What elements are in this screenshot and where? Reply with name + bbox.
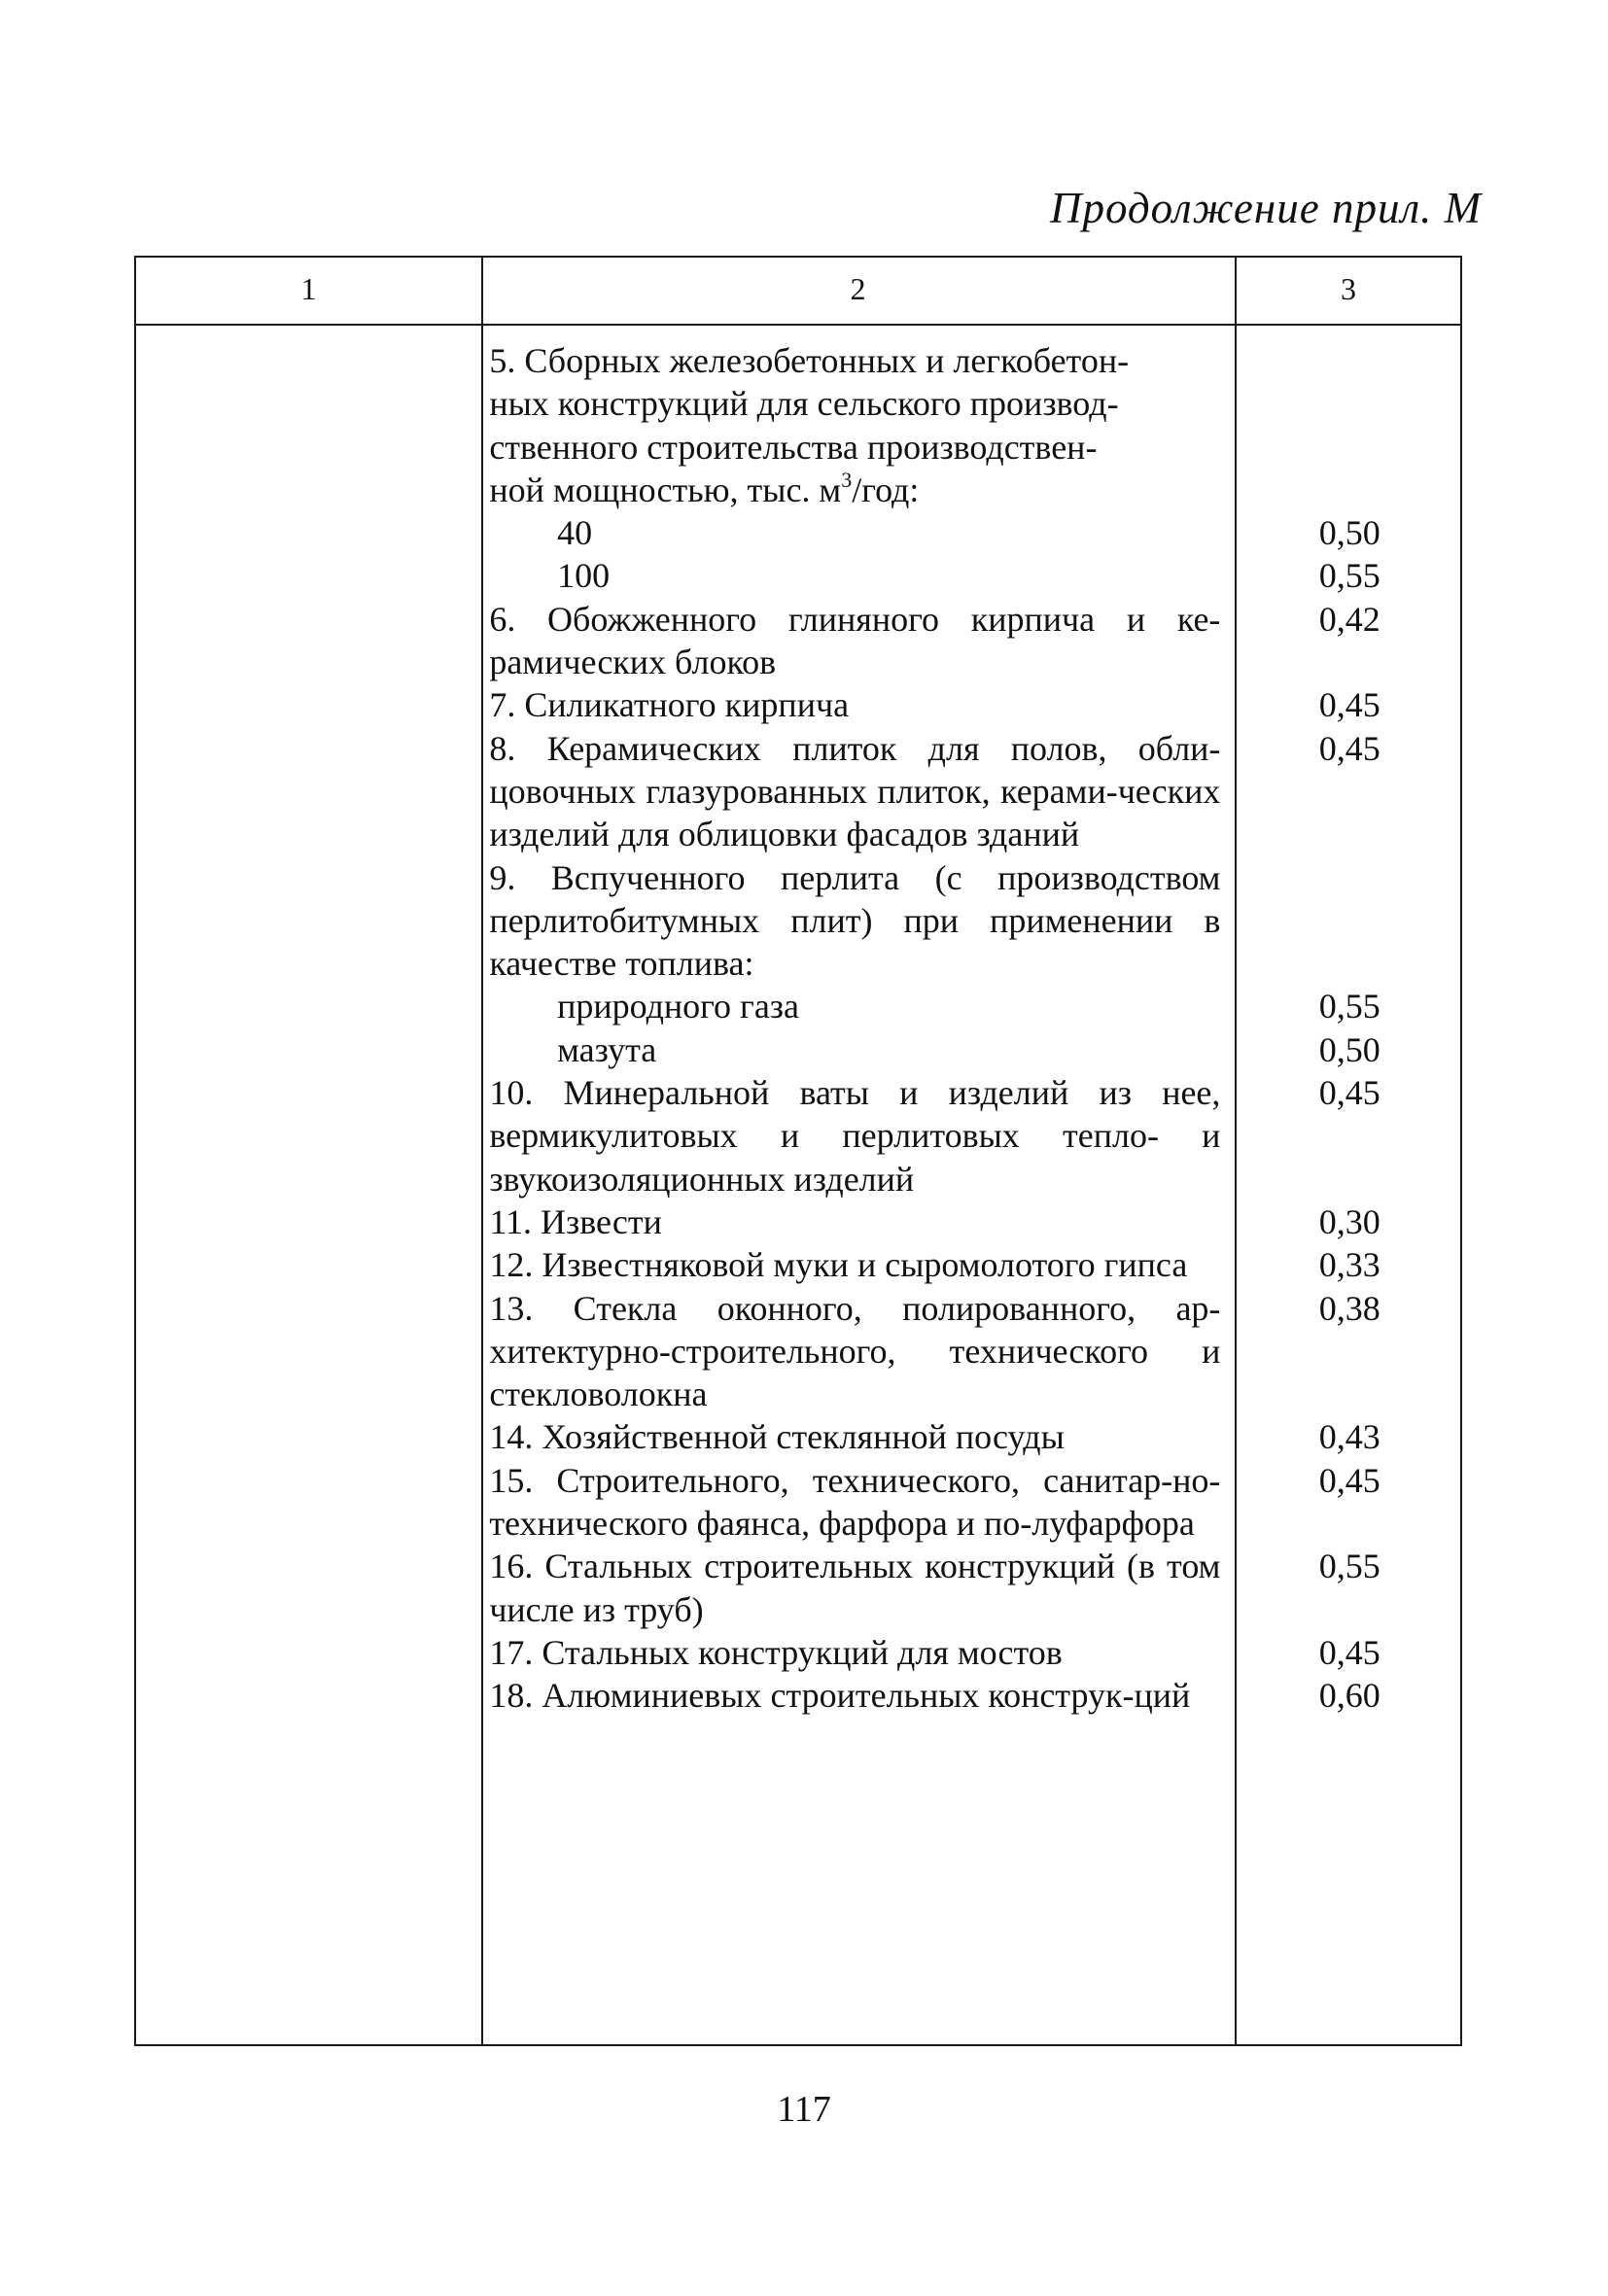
- superscript: 3: [841, 467, 853, 492]
- cell-description: мазута: [557, 1029, 657, 1069]
- cell-empty: [136, 1028, 477, 1071]
- table-row: [136, 598, 1462, 684]
- cell-value: 0,45: [1318, 1073, 1381, 1113]
- cell-empty: [136, 554, 477, 597]
- cell-empty: [136, 598, 477, 684]
- cell-description: 40: [557, 513, 593, 553]
- cell-value: 0,45: [1318, 1460, 1381, 1500]
- table-row: [136, 511, 1462, 554]
- column-number-2: 2: [850, 271, 866, 306]
- cell-empty: [136, 1071, 477, 1200]
- cell-value: 0,45: [1318, 685, 1381, 725]
- cell-empty: [136, 1287, 477, 1416]
- cell-value: 0,55: [1318, 556, 1381, 596]
- table-row: [136, 727, 1462, 856]
- cell-description: природного газа: [557, 987, 799, 1026]
- table-row: [136, 469, 1462, 511]
- cell-value: 0,60: [1318, 1676, 1381, 1716]
- cell-value: 0,42: [1318, 599, 1381, 639]
- cell-empty: [136, 856, 477, 986]
- cell-description: 18. Алюминиевых строительных конструк-ций: [489, 1676, 1191, 1716]
- table-row: [136, 1674, 1462, 1717]
- table-row: [136, 1545, 1462, 1631]
- text-part: /год:: [852, 470, 920, 509]
- cell-value: 0,38: [1318, 1288, 1381, 1328]
- cell-value: 0,55: [1318, 1547, 1381, 1586]
- cell-description: 7. Силикатного кирпича: [489, 685, 850, 725]
- table-row: [136, 1071, 1462, 1200]
- line: ственного строительства производствен-: [489, 427, 1098, 467]
- cell-value: 0,50: [1318, 513, 1381, 553]
- cell-description: 12. Известняковой муки и сыромолотого гипса: [489, 1245, 1188, 1285]
- cell-value: [1223, 339, 1462, 469]
- text-part: ной мощностью, тыс. м: [489, 470, 842, 509]
- table-row: [136, 985, 1462, 1027]
- table-row: [136, 856, 1462, 986]
- cell-value: 0,50: [1318, 1029, 1381, 1069]
- cell-description: 17. Стальных конструкций для мостов: [489, 1632, 1063, 1672]
- table-row: [136, 554, 1462, 597]
- cell-description: 11. Извести: [489, 1201, 662, 1241]
- cell-description: 10. Минеральной ваты и изделий из нее, вермикулитовых и перлитовых тепло- и звукоизоляционных изделий: [489, 1073, 1221, 1199]
- table-row: [136, 1200, 1462, 1243]
- line: ных конструкций для сельского производ-: [489, 384, 1119, 424]
- cell-empty: [136, 985, 477, 1027]
- cell-empty: [136, 1415, 477, 1458]
- table-row: [136, 1631, 1462, 1674]
- cell-value: 0,43: [1318, 1417, 1381, 1457]
- cell-value: 0,30: [1318, 1201, 1381, 1241]
- table: [134, 256, 1462, 2046]
- cell-value: 0,33: [1318, 1245, 1381, 1285]
- table-body: [136, 339, 1462, 1718]
- cell-value: 0,45: [1318, 1632, 1381, 1672]
- cell-description: [477, 339, 1223, 469]
- cell-description: 6. Обожженного глиняного кирпича и ке-рамических блоков: [489, 599, 1221, 682]
- cell-empty: [136, 1631, 477, 1674]
- cell-empty: [136, 1459, 477, 1546]
- cell-empty: [136, 727, 477, 856]
- cell-empty: [136, 1243, 477, 1286]
- cell-description: 15. Строительного, технического, санитар-но-технического фаянса, фарфора и по-луфарфора: [489, 1460, 1221, 1544]
- cell-description: 13. Стекла оконного, полированного, ар-хитектурно-строительного, технического и стекловолокна: [489, 1288, 1221, 1414]
- cell-description: 100: [557, 556, 611, 596]
- cell-empty: [136, 1200, 477, 1243]
- table-row: [136, 1415, 1462, 1458]
- cell-empty: [136, 1674, 477, 1717]
- cell-description: 16. Стальных строительных конструкций (в том числе из труб): [489, 1547, 1221, 1629]
- cell-value: [1223, 856, 1462, 986]
- continuation-caption: Продолжение прил. М: [1050, 184, 1483, 232]
- cell-description: 9. Вспученного перлита (с производством перлитобитумных плит) при применении в качестве топлива:: [489, 857, 1221, 984]
- table-row: [136, 339, 1462, 469]
- cell-empty: [136, 683, 477, 726]
- cell-description: 8. Керамических плиток для полов, обли-цовочных глазурованных плиток, керами-ческих изделий для облицовки фасадов зданий: [489, 728, 1221, 854]
- cell-empty: [136, 469, 477, 511]
- cell-description: 14. Хозяйственной стеклянной посуды: [489, 1417, 1065, 1457]
- table-row: [136, 683, 1462, 726]
- cell-description: [477, 469, 1223, 511]
- column-number-1: 1: [300, 271, 317, 306]
- cell-value: 0,55: [1318, 987, 1381, 1026]
- cell-empty: [136, 1545, 477, 1631]
- cell-empty: [136, 511, 477, 554]
- column-number-3: 3: [1341, 271, 1356, 306]
- cell-empty: [136, 339, 477, 469]
- cell-value: 0,45: [1318, 728, 1381, 768]
- cell-value: [1223, 469, 1462, 511]
- table-row: [136, 1028, 1462, 1071]
- table-row: [136, 1243, 1462, 1286]
- table-row: [136, 1459, 1462, 1546]
- line: 5. Сборных железобетонных и легкобетон-: [489, 341, 1130, 380]
- page-number: 117: [777, 2089, 831, 2130]
- table-row: [136, 1287, 1462, 1416]
- header-divider: [136, 324, 1460, 326]
